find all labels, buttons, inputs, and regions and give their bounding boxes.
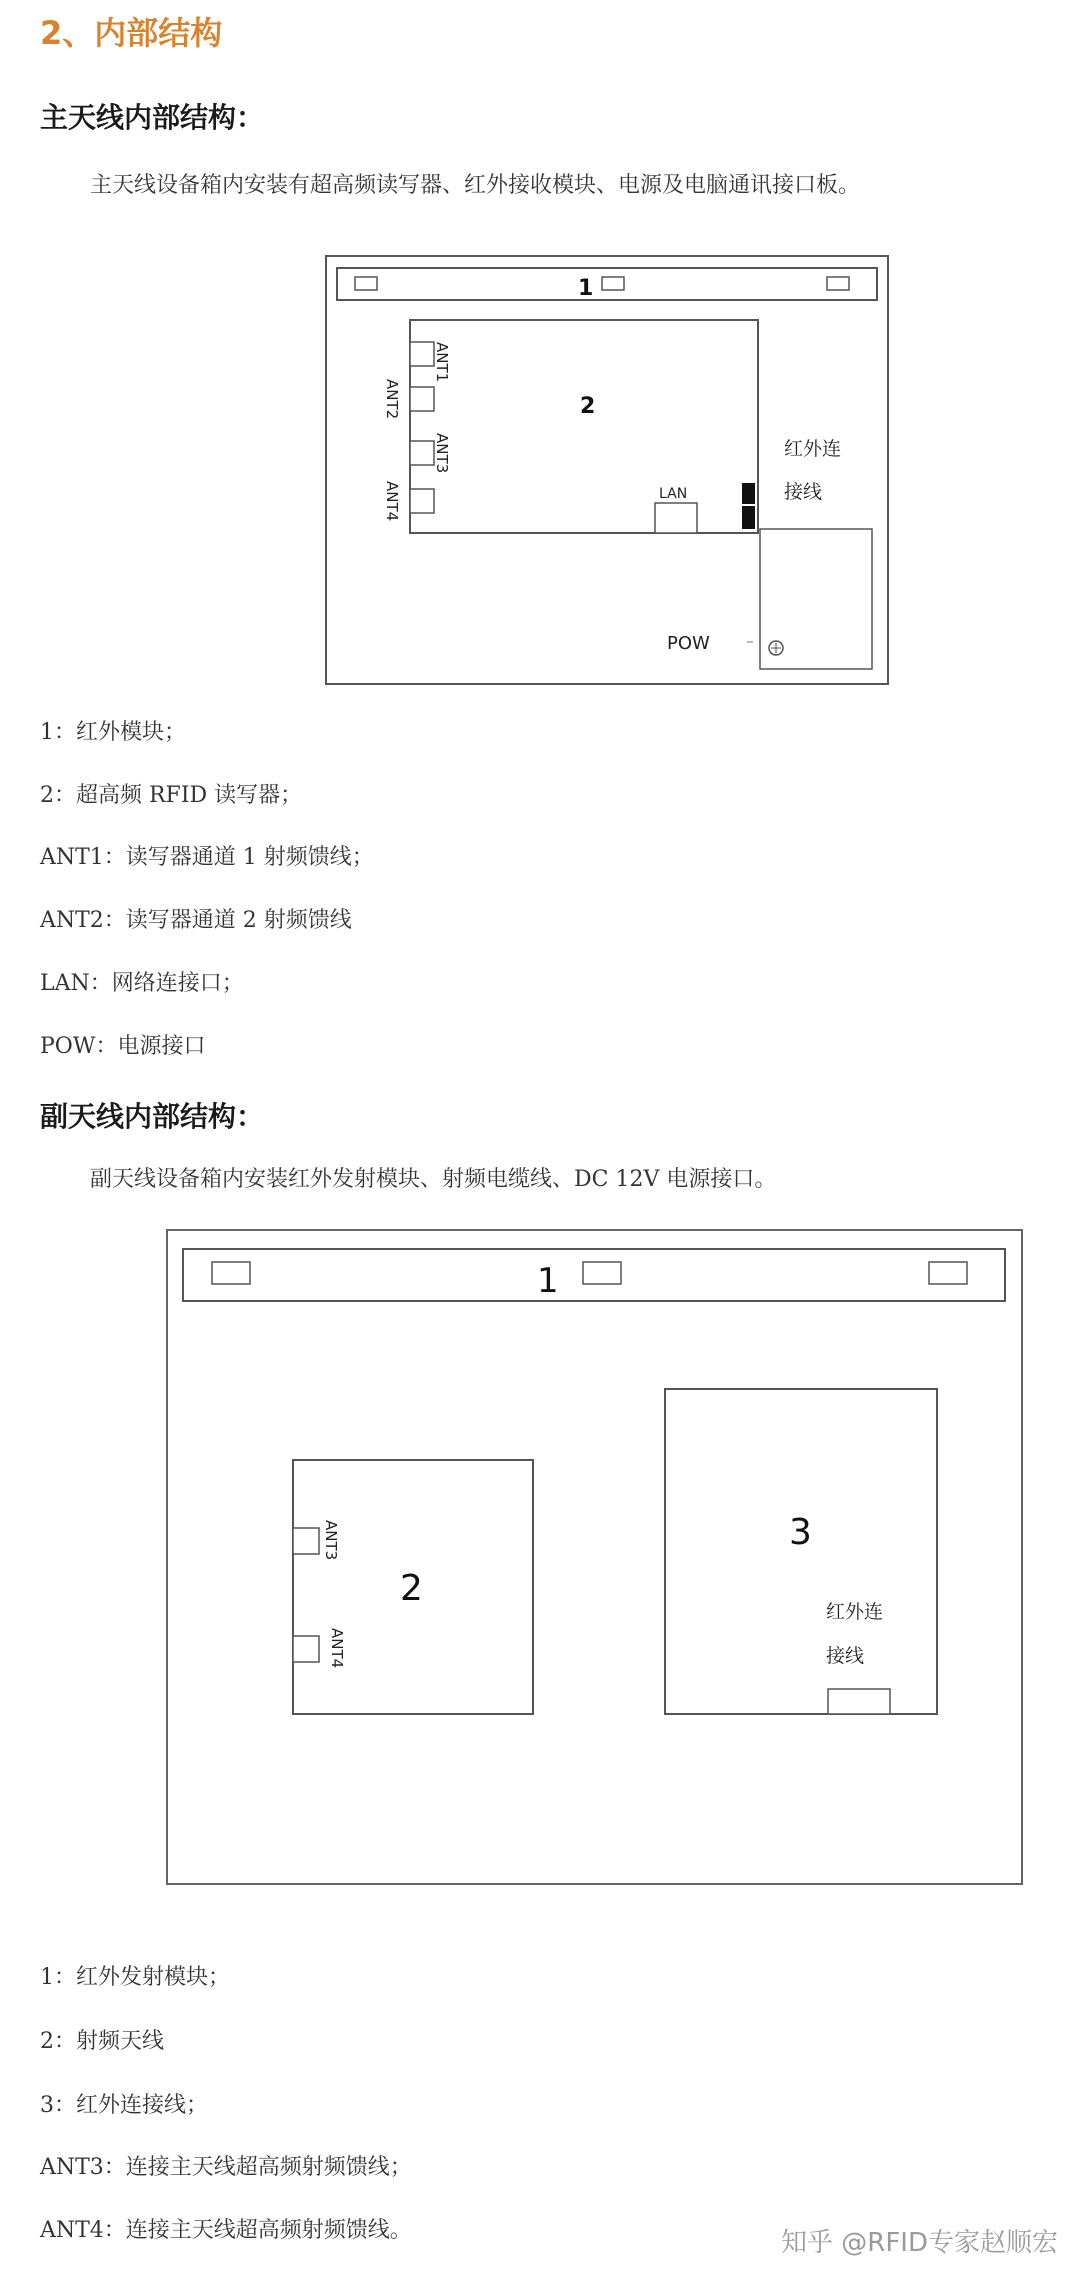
lan-label: LAN — [659, 486, 688, 502]
ir-connector — [828, 1689, 890, 1714]
ir-tx-module-strip — [183, 1249, 1005, 1301]
main-antenna-description: 主天线设备箱内安装有超高频读写器、红外接收模块、电源及电脑通讯接口板。 — [90, 173, 861, 198]
ant3-label: ANT3 — [322, 1520, 340, 1561]
main-def-6: POW：电源接口 — [40, 1034, 206, 1059]
lan-port — [655, 503, 697, 533]
main-def-2: 2：超高频 RFID 读写器； — [40, 783, 303, 808]
pow-label: POW — [667, 633, 710, 654]
ant3-label: ANT3 — [433, 433, 451, 474]
ir-line-label-2: 接线 — [826, 1645, 865, 1667]
sub-antenna-heading: 副天线内部结构： — [40, 1100, 265, 1133]
ir-module-strip — [337, 268, 877, 300]
main-def-5: LAN：网络连接口； — [40, 971, 244, 996]
main-def-1: 1：红外模块； — [40, 720, 186, 745]
label-2: 2 — [580, 394, 596, 419]
ir-line-label-2: 接线 — [784, 481, 823, 503]
main-antenna-heading: 主天线内部结构： — [40, 101, 265, 134]
section-title: 2、内部结构 — [40, 14, 223, 52]
ant1-label: ANT1 — [433, 342, 451, 383]
watermark: 知乎 @RFID专家赵顺宏 — [781, 2228, 1058, 2258]
reader-board — [410, 320, 758, 533]
ir-line-label-1: 红外连 — [784, 438, 842, 460]
sub-antenna-diagram — [165, 1228, 1025, 1892]
ant4-label: ANT4 — [328, 1628, 346, 1669]
main-def-3: ANT1：读写器通道 1 射频馈线； — [40, 845, 374, 870]
main-def-4: ANT2：读写器通道 2 射频馈线 — [40, 908, 352, 933]
label-2: 2 — [400, 1568, 423, 1609]
sub-def-3: 3：红外连接线； — [40, 2093, 208, 2118]
sub-def-5: ANT4：连接主天线超高频射频馈线。 — [40, 2218, 412, 2243]
sub-def-2: 2：射频天线 — [40, 2029, 164, 2054]
sub-antenna-description: 副天线设备箱内安装红外发射模块、射频电缆线、DC 12V 电源接口。 — [90, 1167, 777, 1192]
ant4-label: ANT4 — [383, 481, 401, 522]
label-1: 1 — [537, 1261, 559, 1301]
sub-def-1: 1：红外发射模块； — [40, 1965, 230, 1990]
label-3: 3 — [789, 1512, 812, 1553]
ant2-label: ANT2 — [383, 379, 401, 420]
main-antenna-diagram — [325, 255, 890, 691]
label-1: 1 — [578, 276, 594, 301]
ir-line-label-1: 红外连 — [826, 1601, 884, 1623]
sub-def-4: ANT3：连接主天线超高频射频馈线； — [40, 2155, 412, 2180]
